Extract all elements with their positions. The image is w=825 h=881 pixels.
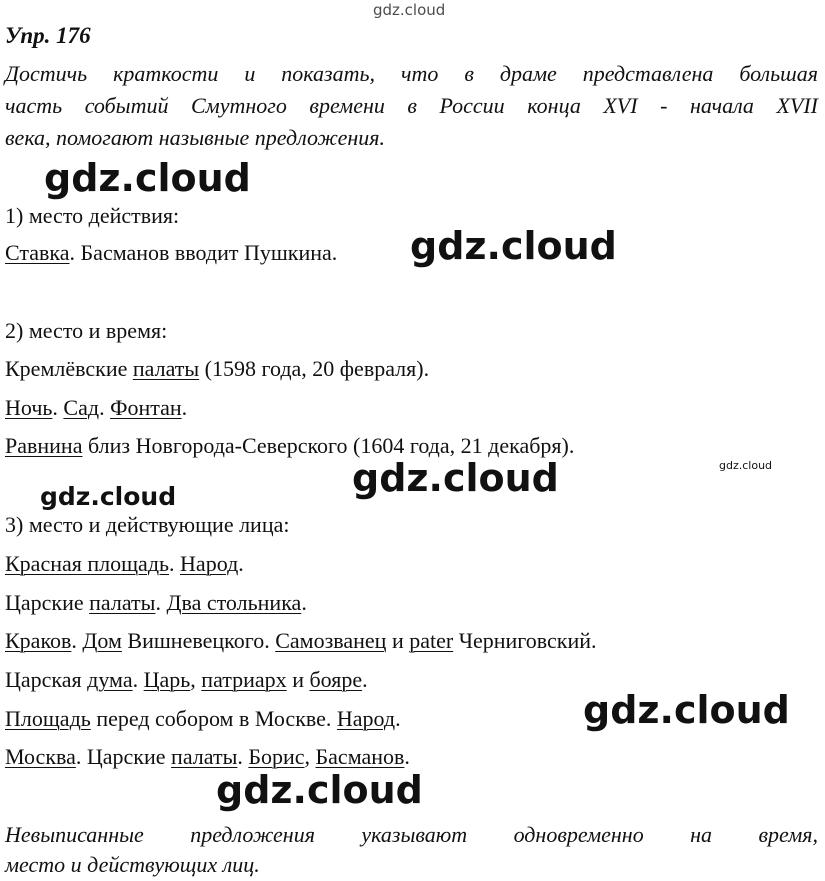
watermark-5: gdz.cloud [583,688,790,732]
underlined-word: дума [87,667,133,692]
text-segment: . [238,551,244,576]
underlined-word: Ставка [5,240,70,265]
intro-line-1: Достичь краткости и показать, что в драме представлена большая [5,61,818,86]
section-3-line-2 [5,590,307,616]
watermark-small: gdz.cloud [719,459,773,472]
underlined-word: Площадь [5,706,91,731]
watermark-4: gdz.cloud [40,482,177,511]
text-segment: близ Новгорода-Северского (1604 года, 21 декабря). [82,433,575,458]
underlined-word: Борис [248,744,305,769]
text-segment: Царские [5,590,90,615]
text-segment: . [301,590,307,615]
underlined-word: Красная площадь [5,551,170,576]
watermark-1: gdz.cloud [44,156,251,200]
watermark-3: gdz.cloud [352,456,559,500]
text-segment: . [237,744,249,769]
text-segment: . [362,667,368,692]
text-segment: перед собором в Москве. [90,706,337,731]
underlined-word: Два стольника [166,590,302,615]
section-3-line-6 [5,744,410,770]
intro-line-2: часть событий Смутного времени в России конца XVI - начала XVII [5,93,818,118]
text-segment: , [190,667,202,692]
underlined-word: патриарх [201,667,287,692]
underlined-word: Басманов [315,744,405,769]
watermark-2: gdz.cloud [410,224,617,268]
underlined-word: Народ [336,706,396,731]
section-2-line-1 [5,356,429,382]
exercise-title: Упр. 176 [5,23,91,48]
watermark-6: gdz.cloud [216,768,423,812]
text-segment: и [286,667,310,692]
section-3-line-5 [5,706,401,732]
text-segment: (1598 года, 20 февраля). [199,356,430,381]
text-segment: . [155,590,167,615]
underlined-word: Краков [5,628,72,653]
underlined-word: бояре [309,667,363,692]
underlined-word: Царь [143,667,191,692]
underlined-word: палаты [89,590,156,615]
underlined-word: Фонтан [110,395,182,420]
text-segment: . [404,744,410,769]
outro-line-2: место и действующих лиц. [5,852,260,877]
section-2-heading: 2) место и время: [5,318,168,343]
section-3-line-4 [5,667,368,693]
text-segment: . Царские [75,744,172,769]
underlined-word: палаты [132,356,200,381]
underlined-word: pater [409,628,454,653]
underlined-word: Москва [5,744,76,769]
intro-line-3: века, помогают назывные предложения. [5,125,386,150]
text-segment: . [52,395,64,420]
text-segment: , [304,744,316,769]
underlined-word: Сад [63,395,100,420]
outro-line-1: Невыписанные предложения указывают одновременно на время, [5,822,818,847]
text-segment: . [395,706,401,731]
section-3-line-3 [5,628,597,654]
underlined-word: Самозванец [275,628,387,653]
section-3-line-1 [5,551,244,577]
watermark-top: gdz.cloud [373,1,446,19]
text-segment: . [132,667,144,692]
underlined-word: Равнина [5,433,83,458]
section-1-line-1 [5,240,337,266]
text-segment: Кремлёвские [5,356,133,381]
section-3-heading: 3) место и действующие лица: [5,512,290,537]
section-2-line-2 [5,395,187,421]
text-segment: . [99,395,111,420]
underlined-word: Ночь [5,395,53,420]
text-segment: . [169,551,181,576]
text-segment: Царская [5,667,88,692]
text-segment: . Басманов вводит Пушкина. [69,240,338,265]
text-segment: Черниговский. [453,628,597,653]
underlined-word: Дом [82,628,122,653]
text-segment: Вишневецкого. [121,628,276,653]
section-1-heading: 1) место действия: [5,203,180,228]
underlined-word: палаты [171,744,238,769]
text-segment: и [386,628,410,653]
text-segment: . [71,628,83,653]
underlined-word: Народ [180,551,239,576]
text-segment: . [181,395,188,420]
